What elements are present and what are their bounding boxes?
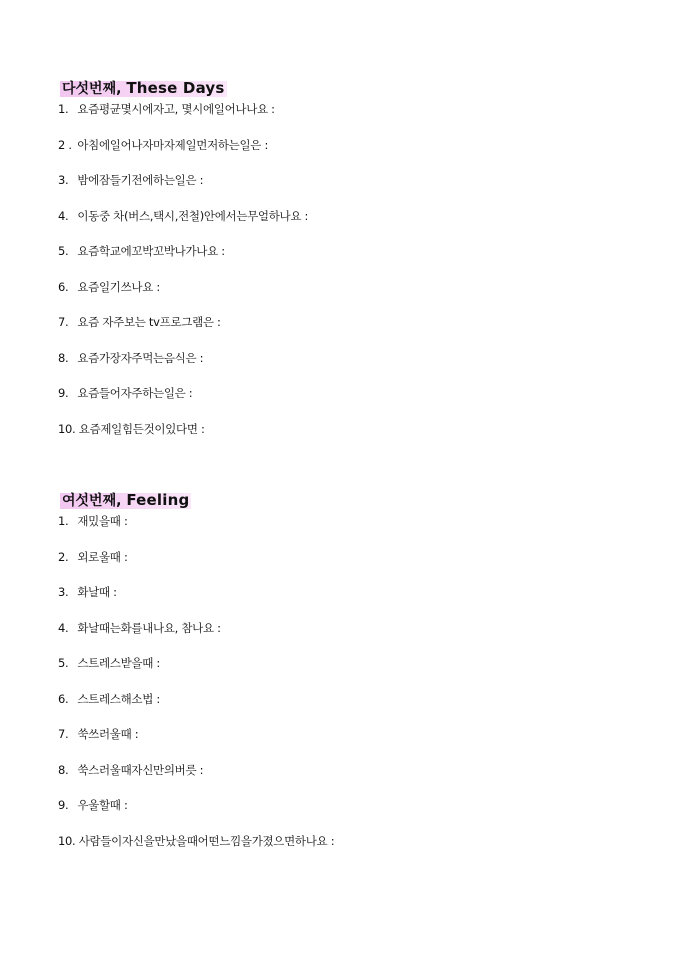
question-text: 외로울때 : bbox=[77, 549, 128, 564]
section-feeling bbox=[58, 490, 658, 866]
question-number: 2 . bbox=[58, 137, 72, 152]
question-number: 8. bbox=[58, 762, 69, 777]
question-number: 3. bbox=[58, 585, 69, 599]
question-number: 10. bbox=[58, 833, 76, 848]
question-number: 7. bbox=[58, 315, 69, 329]
question-text: 쑥쓰러울때 : bbox=[77, 727, 139, 741]
question-item bbox=[58, 653, 658, 689]
question-text: 요즘제일힘든것이있다면 : bbox=[78, 421, 205, 436]
question-number: 10. bbox=[58, 421, 76, 436]
question-item bbox=[58, 547, 658, 583]
question-text: 쑥스러울때자신만의버릇 : bbox=[77, 762, 204, 777]
section-heading-highlight bbox=[60, 81, 227, 97]
question-text: 요즘 자주보는 tv프로그램은 : bbox=[77, 315, 221, 329]
question-number: 6. bbox=[58, 691, 69, 706]
section-heading bbox=[58, 79, 229, 99]
question-item bbox=[58, 511, 658, 547]
question-text: 화날때는화를내나요, 참나요 : bbox=[77, 620, 221, 635]
question-text: 이동중 차(버스,택시,전철)안에서는무얼하나요 : bbox=[77, 208, 309, 223]
question-item bbox=[58, 795, 658, 831]
question-text: 사람들이자신을만났을때어떤느낌을가졌으면하나요 : bbox=[78, 833, 335, 848]
question-item bbox=[58, 277, 658, 313]
section-heading bbox=[58, 491, 193, 511]
section-these-days bbox=[58, 78, 658, 454]
question-item bbox=[58, 689, 658, 725]
question-item bbox=[58, 241, 658, 277]
section-heading-korean: 여섯번째 bbox=[62, 493, 117, 509]
question-number: 1. bbox=[58, 514, 69, 528]
question-text: 재밌을때 : bbox=[77, 514, 128, 528]
question-number: 7. bbox=[58, 727, 69, 741]
question-item bbox=[58, 724, 658, 760]
question-item bbox=[58, 760, 658, 796]
section-heading-highlight bbox=[60, 493, 191, 509]
question-item bbox=[58, 206, 658, 242]
question-item bbox=[58, 831, 658, 867]
question-item bbox=[58, 170, 658, 206]
question-text: 요즘들어자주하는일은 : bbox=[77, 386, 193, 400]
question-number: 2. bbox=[58, 549, 69, 564]
question-item bbox=[58, 348, 658, 384]
question-number: 5. bbox=[58, 244, 69, 258]
question-list bbox=[58, 99, 658, 454]
question-number: 4. bbox=[58, 208, 69, 223]
question-number: 3. bbox=[58, 173, 69, 187]
question-number: 9. bbox=[58, 386, 69, 400]
question-text: 요즘가장자주먹는음식은 : bbox=[77, 350, 204, 365]
question-item bbox=[58, 135, 658, 171]
question-item bbox=[58, 312, 658, 348]
section-heading-english: These Days bbox=[126, 79, 225, 97]
question-text: 요즘학교에꼬박꼬박나가나요 : bbox=[77, 244, 225, 258]
question-list bbox=[58, 511, 658, 866]
question-text: 스트레스받을때 : bbox=[77, 656, 160, 670]
question-number: 4. bbox=[58, 620, 69, 635]
section-heading-separator: , bbox=[116, 493, 127, 509]
question-number: 8. bbox=[58, 350, 69, 365]
question-text: 화날때 : bbox=[77, 585, 117, 599]
question-number: 1. bbox=[58, 102, 69, 116]
question-item bbox=[58, 618, 658, 654]
question-item bbox=[58, 383, 658, 419]
question-text: 스트레스해소법 : bbox=[77, 691, 160, 706]
question-text: 요즘평균몇시에자고, 몇시에일어나나요 : bbox=[77, 102, 275, 116]
section-heading-korean: 다섯번째 bbox=[62, 81, 117, 97]
question-item bbox=[58, 419, 658, 455]
question-text: 요즘일기쓰나요 : bbox=[77, 279, 160, 294]
question-number: 9. bbox=[58, 798, 69, 812]
question-item bbox=[58, 582, 658, 618]
question-text: 아침에일어나자마자제일먼저하는일은 : bbox=[77, 137, 269, 152]
question-number: 6. bbox=[58, 279, 69, 294]
section-heading-separator: , bbox=[116, 81, 127, 97]
question-number: 5. bbox=[58, 656, 69, 670]
question-item bbox=[58, 99, 658, 135]
question-text: 밤에잠들기전에하는일은 : bbox=[77, 173, 204, 187]
question-text: 우울할때 : bbox=[77, 798, 128, 812]
section-heading-english: Feeling bbox=[126, 491, 190, 509]
